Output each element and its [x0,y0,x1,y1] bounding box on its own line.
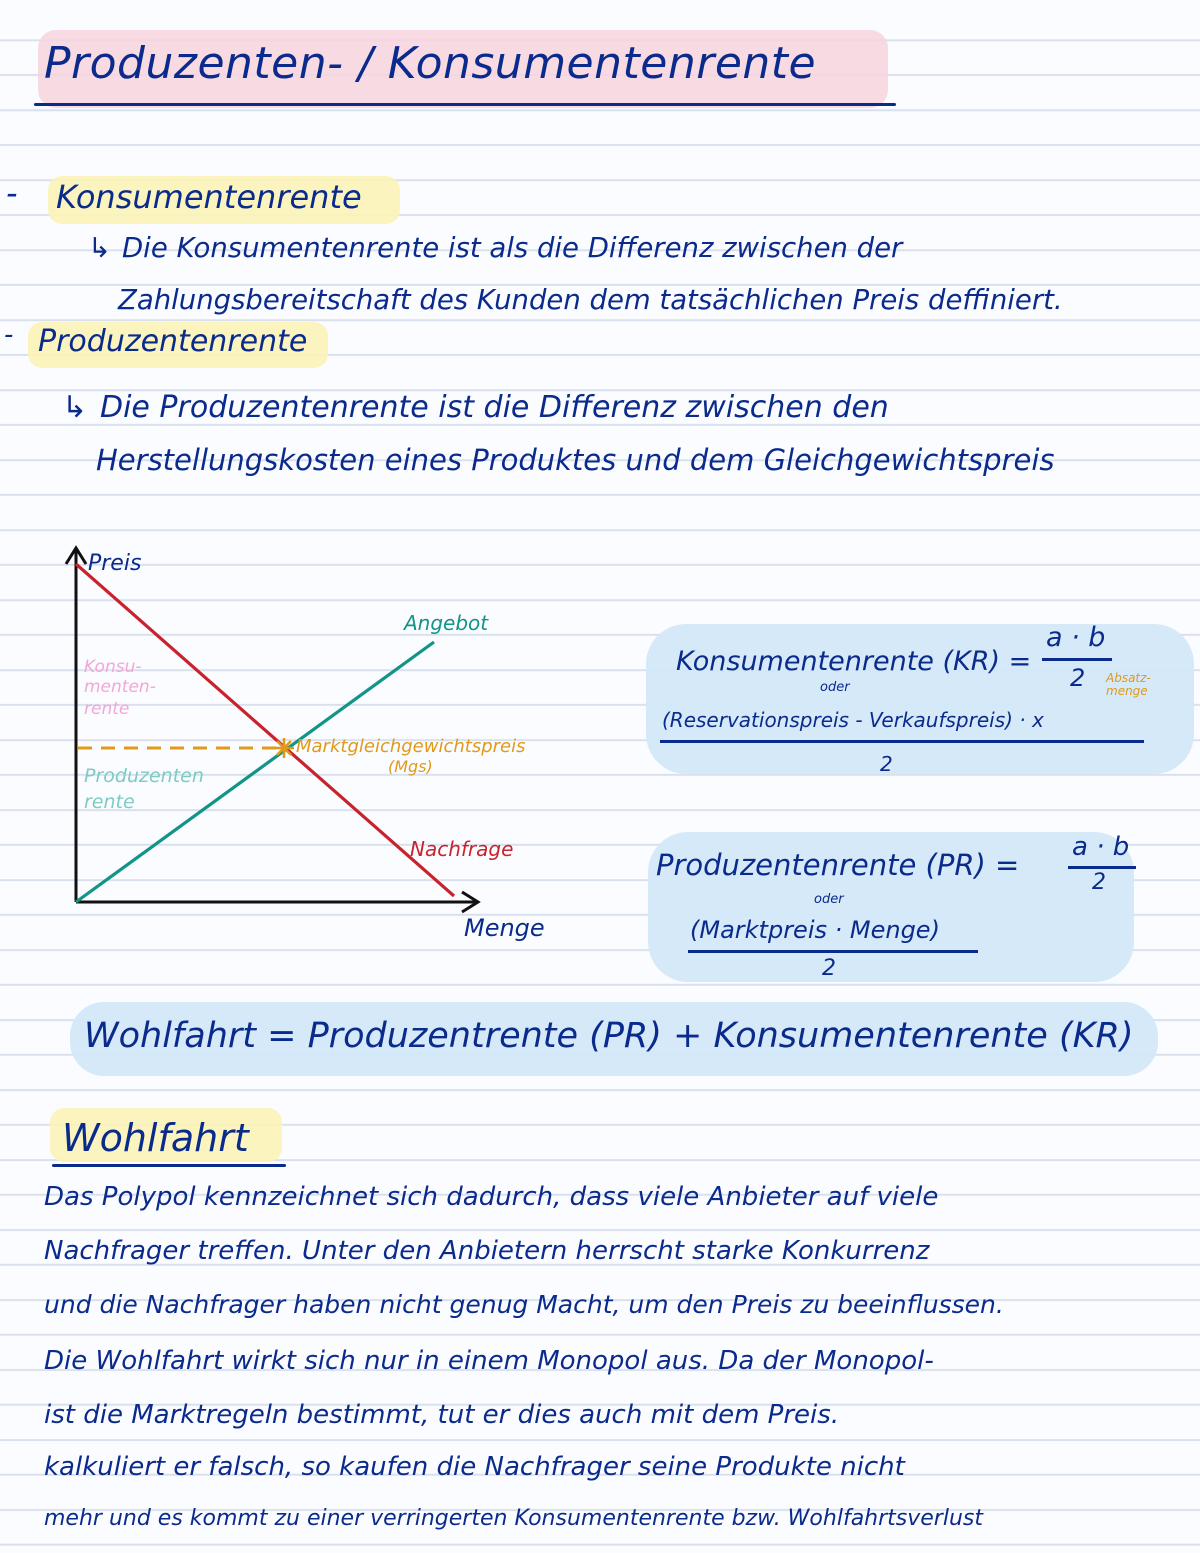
wohlfahrt-text-line-5: ist die Marktregeln bestimmt, tut er dies auch mit dem Preis. [44,1400,840,1430]
kr-formula-denominator: 2 [1070,664,1086,692]
konsumentenrente-dash: - [6,174,18,212]
pr-alt-denominator: 2 [822,956,836,981]
pr-alt-fraction-bar [688,950,978,953]
equilibrium-abbr: (Mgs) [388,757,433,776]
equilibrium-label: Marktgleichgewichtspreis [296,736,526,757]
kr-oder: oder [820,680,850,695]
konsumentenrente-line-1: Die Konsumentenrente ist als die Differenz zwischen der [122,232,903,264]
wohlfahrt-text-line-6: kalkuliert er falsch, so kaufen die Nachfrager seine Produkte nicht [44,1452,905,1482]
pr-fraction-bar [1068,866,1136,869]
consumer-area-label-3: rente [84,699,130,719]
kr-fraction-bar [1042,658,1112,661]
title-underline [34,103,896,106]
wohlfahrt-formula: Wohlfahrt = Produzentrente (PR) + Konsumentenrente (KR) [84,1016,1134,1056]
x-axis-label: Menge [464,914,545,942]
produzentenrente-dash: - [4,320,14,350]
wohlfahrt-text-line-4: Die Wohlfahrt wirkt sich nur in einem Monopol aus. Da der Monopol- [44,1346,934,1376]
kr-alt-denominator: 2 [880,752,893,776]
kr-formula-lhs: Konsumentenrente (KR) = [676,646,1032,677]
pr-formula-numerator: a · b [1072,832,1130,862]
kr-absatzmenge-note: Absatz-menge [1106,671,1151,698]
pr-formula-denominator: 2 [1092,870,1106,895]
producer-area-label-1: Produzenten [84,765,204,787]
pr-formula-lhs: Produzentenrente (PR) = [656,848,1020,882]
equilibrium-star-icon [274,738,294,758]
wohlfahrt-text-line-1: Das Polypol kennzeichnet sich dadurch, dass viele Anbieter auf viele [44,1182,939,1212]
producer-area-label-2: rente [84,791,135,813]
wohlfahrt-heading-underline [52,1164,286,1167]
konsumentenrente-arrow: ↳ [88,232,112,264]
consumer-area-label-1: Konsu- [84,657,142,677]
kr-formula-numerator: a · b [1046,622,1106,653]
wohlfahrt-text-line-2: Nachfrager treffen. Unter den Anbietern herrscht starke Konkurrenz [44,1236,930,1266]
kr-alt-fraction-bar [660,740,1144,743]
demand-label: Nachfrage [410,837,514,861]
y-axis-label: Preis [88,551,142,576]
produzentenrente-line-2: Herstellungskosten eines Produktes und dem Gleichgewichtspreis [96,443,1055,477]
konsumentenrente-line-2: Zahlungsbereitschaft des Kunden dem tatsächlichen Preis deffiniert. [118,284,1063,316]
pr-alt-numerator: (Marktpreis · Menge) [690,916,940,944]
wohlfahrt-heading: Wohlfahrt [62,1116,249,1160]
demand-curve [76,564,454,896]
kr-alt-numerator: (Reservationspreis - Verkaufspreis) · x [662,708,1044,732]
wohlfahrt-text-line-3: und die Nachfrager haben nicht genug Macht, um den Preis zu beeinflussen. [44,1290,1004,1319]
page-title: Produzenten- / Konsumentenrente [44,38,817,89]
consumer-area-label-2: menten- [84,677,156,697]
supply-demand-diagram [0,530,640,950]
produzentenrente-line-1: Die Produzentenrente ist die Differenz zwischen den [100,390,889,425]
produzentenrente-heading: Produzentenrente [38,324,308,359]
supply-label: Angebot [404,611,489,635]
wohlfahrt-text-line-7: mehr und es kommt zu einer verringerten Konsumentenrente bzw. Wohlfahrtsverlust [44,1506,983,1531]
pr-oder: oder [814,892,844,907]
konsumentenrente-heading: Konsumentenrente [56,178,362,216]
produzentenrente-arrow: ↳ [62,390,88,425]
